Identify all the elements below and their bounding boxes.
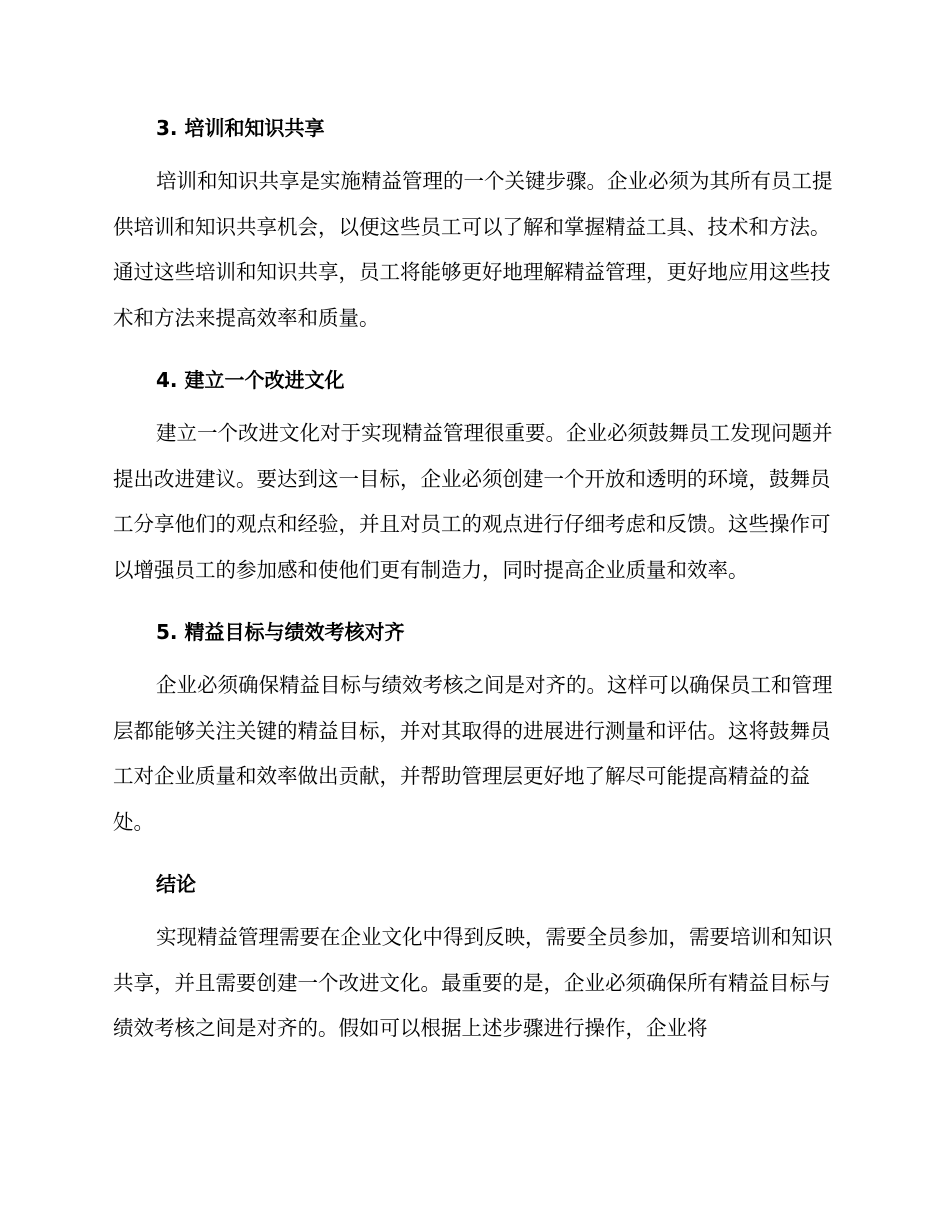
section-body-conclusion: 实现精益管理需要在企业文化中得到反映，需要全员参加，需要培训和知识共享，并且需要创建一个改进文化。最重要的是，企业必须确保所有精益目标与绩效考核之间是对齐的。假如可以根据上述步骤进行操作，企业将 [113, 925, 833, 1040]
section-body-goal-alignment: 企业必须确保精益目标与绩效考核之间是对齐的。这样可以确保员工和管理层都能够关注关键的精益目标，并对其取得的进展进行测量和评估。这将鼓舞员工对企业质量和效率做出贡献，并帮助管理层更好地了解尽可能提高精益的益处。 [113, 673, 833, 834]
section-body-improvement-culture: 建立一个改进文化对于实现精益管理很重要。企业必须鼓舞员工发现问题并提出改进建议。要达到这一目标，企业必须创建一个开放和透明的环境，鼓舞员工分享他们的观点和经验，并且对员工的观点进行仔细考虑和反馈。这些操作可以增强员工的参加感和使他们更有制造力，同时提高企业质量和效率。 [113, 421, 833, 582]
section-heading-improvement-culture: 4. 建立一个改进文化 [156, 368, 345, 392]
section-heading-training: 3. 培训和知识共享 [156, 116, 325, 140]
document-page [113, 108, 835, 1052]
section-body-training: 培训和知识共享是实施精益管理的一个关键步骤。企业必须为其所有员工提供培训和知识共享机会，以便这些员工可以了解和掌握精益工具、技术和方法。通过这些培训和知识共享，员工将能够更好地理解精益管理，更好地应用这些技术和方法来提高效率和质量。 [113, 169, 833, 330]
section-heading-goal-alignment: 5. 精益目标与绩效考核对齐 [156, 620, 405, 644]
section-heading-conclusion: 结论 [156, 872, 196, 896]
